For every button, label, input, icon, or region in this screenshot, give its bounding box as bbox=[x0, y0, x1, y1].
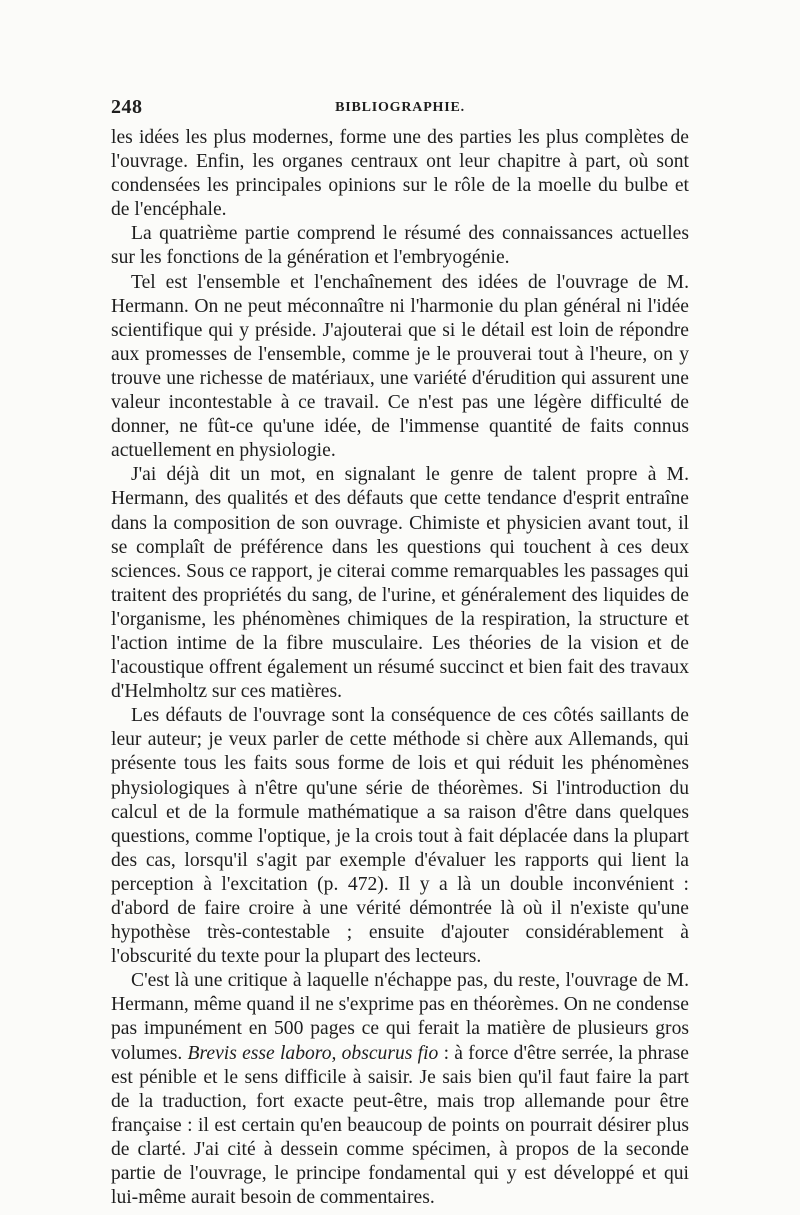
paragraph-2: La quatrième partie comprend le résumé des connaissances actuelles sur les fonctions de la génération et l'embryogénie. bbox=[111, 223, 689, 269]
paragraph-6-part-2: : à force d'être serrée, la phrase est pénible et le sens difficile à saisir. Je sais bien qu'il faut faire la part de la traduction, fort exacte peut-être, mais trop allemande pour être française : il est certain qu'en beaucoup de points on pourrait désirer plus de clarté. J'ai cité à dessein comme spécimen, à propos de la seconde partie de l'ouvrage, le principe fondamental qui y est développé et qui lui-même aurait besoin de commentaires. bbox=[111, 1042, 689, 1209]
running-head: BIBLIOGRAPHIE. bbox=[335, 100, 465, 115]
page-header bbox=[111, 96, 689, 120]
body-text bbox=[111, 126, 689, 1210]
paragraph-1: les idées les plus modernes, forme une des parties les plus complètes de l'ouvrage. Enfin, les organes centraux ont leur chapitre à part, où sont condensées les principales opinions sur le rôle de la moelle du bulbe et de l'encéphale. bbox=[111, 127, 689, 221]
paragraph-6 bbox=[111, 969, 689, 1210]
page-number: 248 bbox=[111, 96, 143, 118]
paragraph-3: Tel est l'ensemble et l'enchaînement des idées de l'ouvrage de M. Hermann. On ne peut méconnaître ni l'harmonie du plan général ni l'idée scientifique qui y préside. J'ajouterai que si le détail est loin de répondre aux promesses de l'ensemble, comme je le prouverai tout à l'heure, on y trouve une richesse de matériaux, une variété d'érudition qui assurent une valeur incontestable à ce travail. Ce n'est pas une légère difficulté de donner, ne fût-ce qu'une idée, de l'immense quantité de faits connus actuellement en physiologie. bbox=[111, 271, 689, 462]
paragraph-5: Les défauts de l'ouvrage sont la conséquence de ces côtés saillants de leur auteur; je veux parler de cette méthode si chère aux Allemands, qui présente tous les faits sous forme de lois et qui réduit les phénomènes physiologiques à n'être qu'une série de théorèmes. Si l'introduction du calcul et de la formule mathématique a sa raison d'être dans quelques questions, comme l'optique, je la crois tout à fait déplacée dans la plupart des cas, lorsqu'il s'agit par exemple d'évaluer les rapports qui lient la perception à l'excitation (p. 472). Il y a là un double inconvénient : d'abord de faire croire à une vérité démontrée là où il n'existe qu'une hypothèse très-contestable ; ensuite d'ajouter considérablement à l'obscurité du texte pour la plupart des lecteurs. bbox=[111, 705, 689, 968]
paragraph-4: J'ai déjà dit un mot, en signalant le genre de talent propre à M. Hermann, des qualités et des défauts que cette tendance d'esprit entraîne dans la composition de son ouvrage. Chimiste et physicien avant tout, il se complaît de préférence dans les questions qui touchent à ces deux sciences. Sous ce rapport, je citerai comme remarquables les passages qui traitent des propriétés du sang, de l'urine, et généralement des liquides de l'organisme, les phénomènes chimiques de la respiration, la structure et l'action intime de la fibre musculaire. Les théories de la vision et de l'acoustique offrent également un résumé succinct et bien fait des travaux d'Helmholtz sur ces matières. bbox=[111, 464, 689, 703]
latin-quote: Brevis esse laboro, obscurus fio bbox=[187, 1042, 439, 1064]
paragraph-6-part-1: C'est là une critique à laquelle n'échappe pas, du reste, l'ouvrage de M. Hermann, même quand il ne s'exprime pas en théorèmes. On ne condense pas impunément en 500 pages ce qui ferait la matière de plusieurs gros volumes. bbox=[111, 970, 689, 1064]
